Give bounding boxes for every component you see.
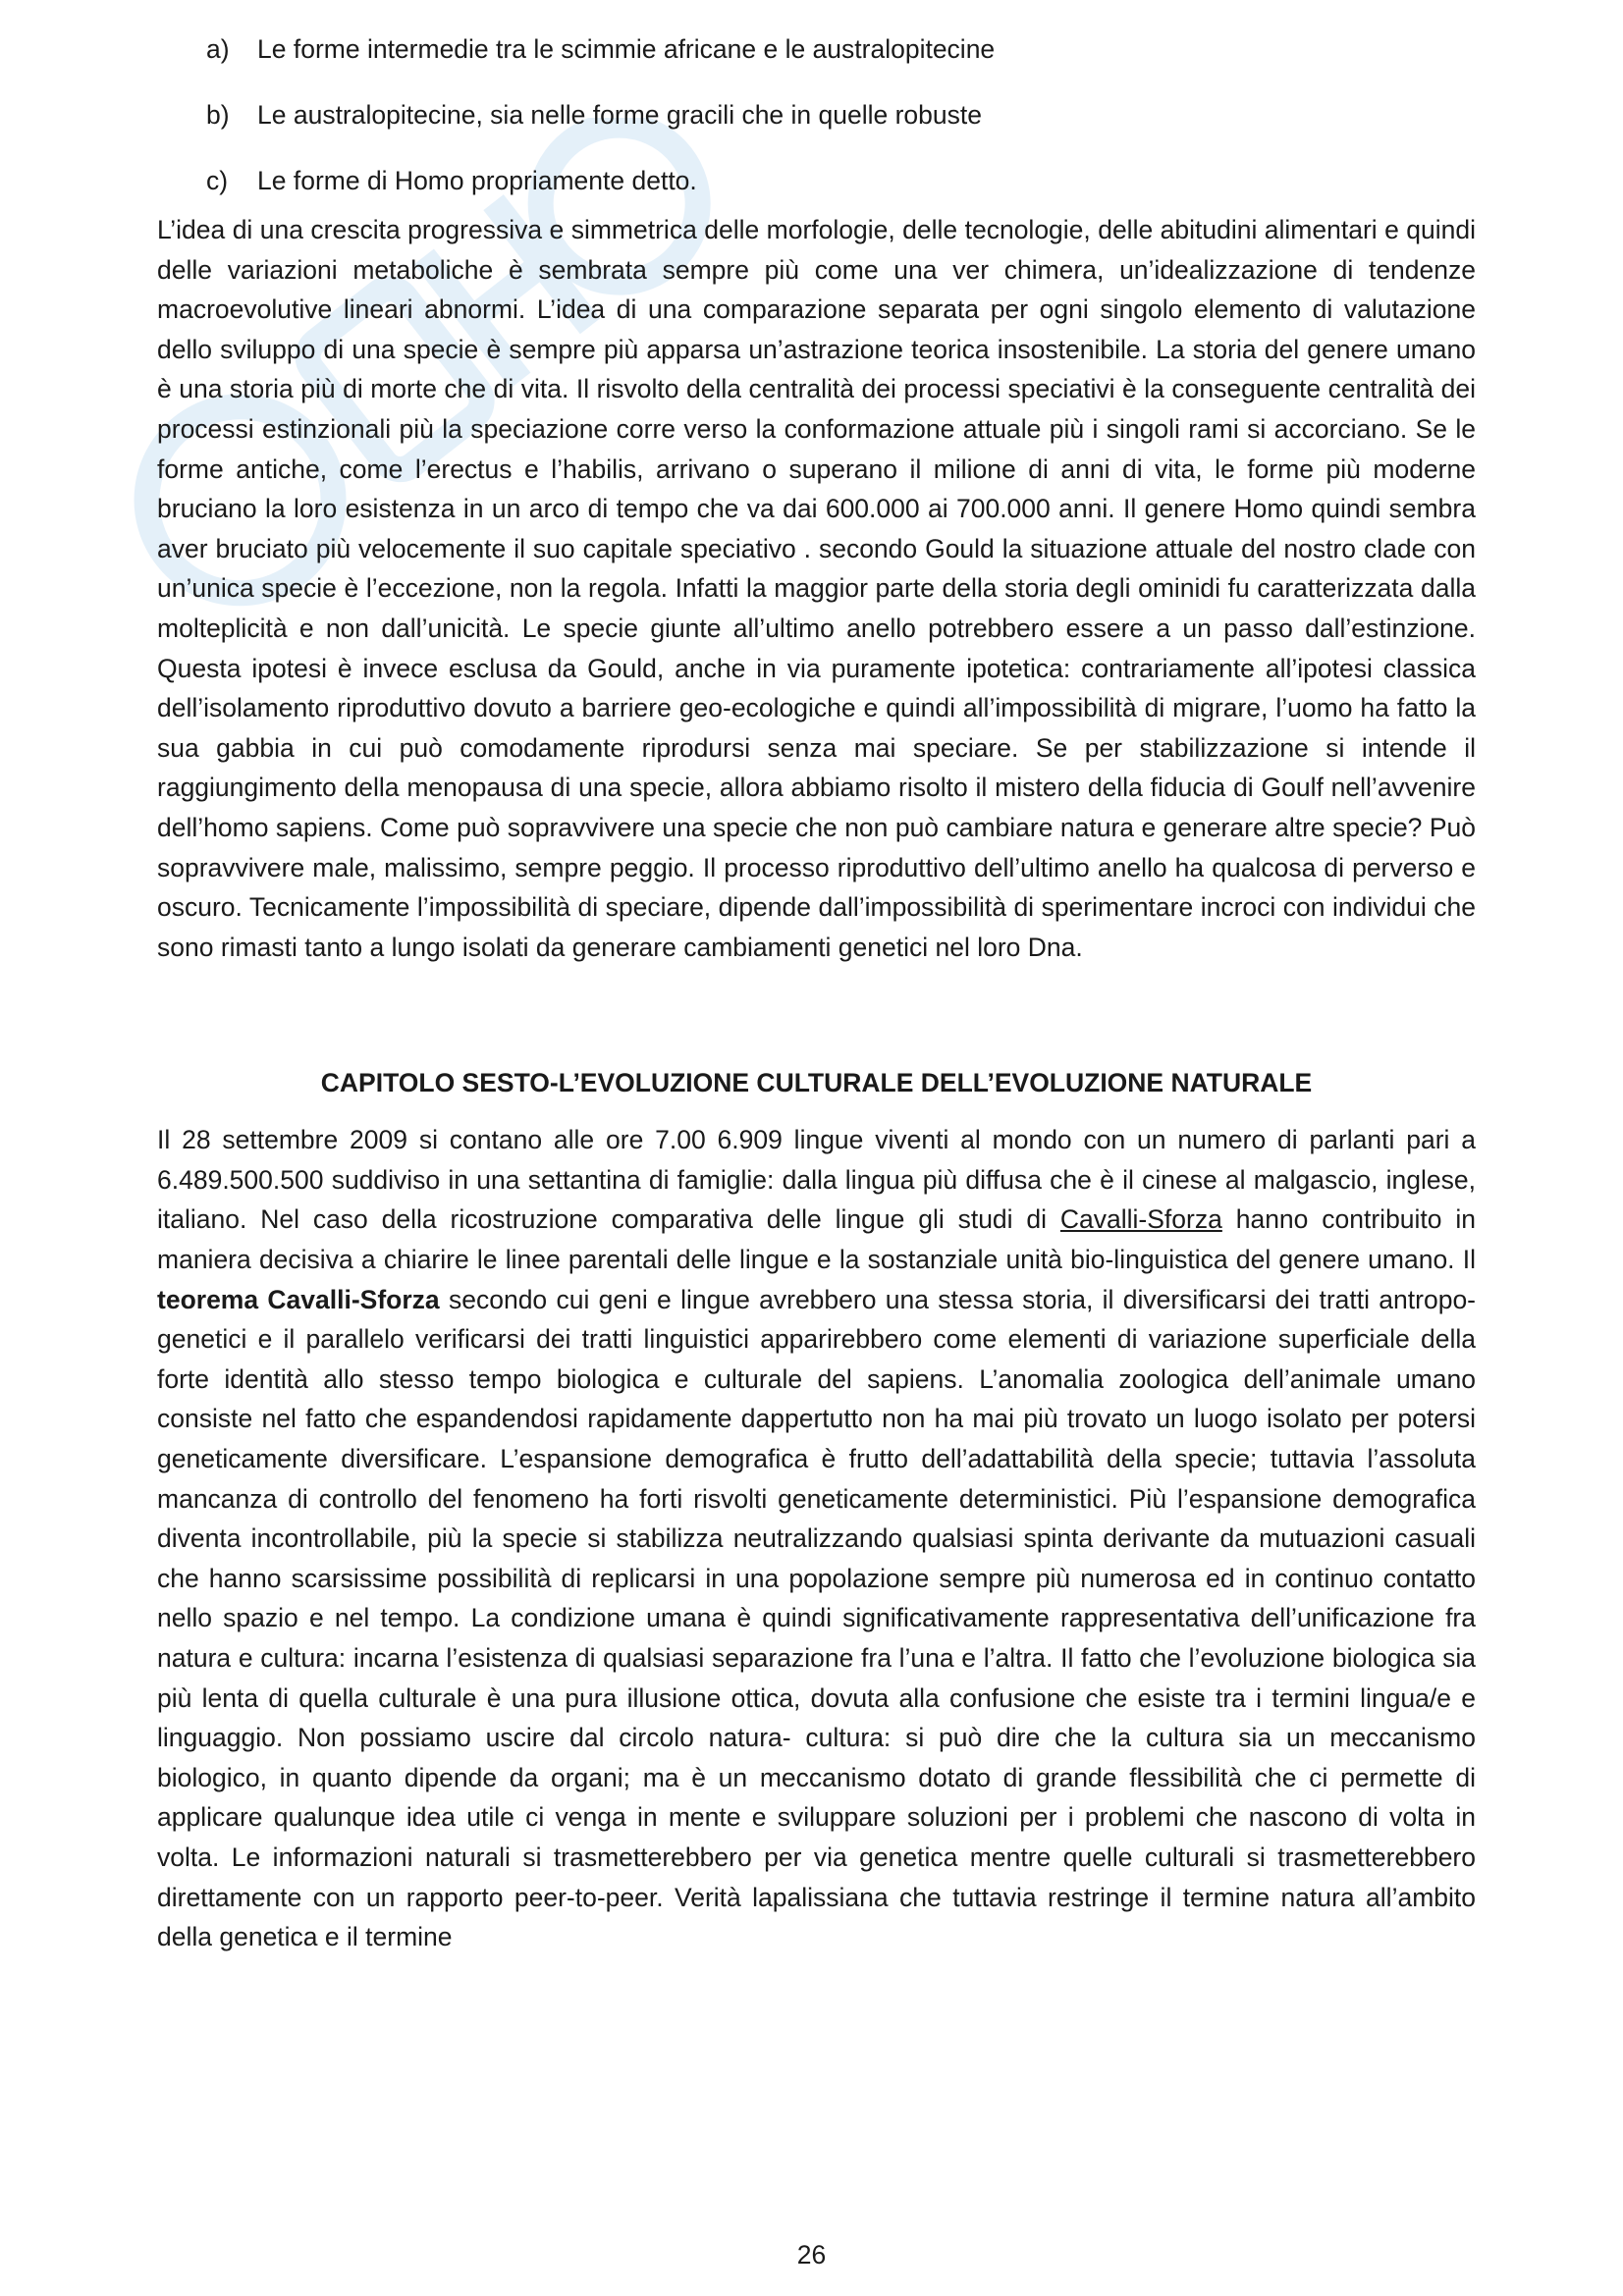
list-item-text: Le forme intermedie tra le scimmie africane e le australopitecine bbox=[257, 34, 996, 64]
cavalli-sforza-link[interactable]: Cavalli-Sforza bbox=[1059, 1204, 1222, 1235]
body-paragraph: L’idea di una crescita progressiva e simmetrica delle morfologie, delle tecnologie, delle abitudini alimentari e quindi delle variazioni metaboliche è sembrata sempre più come una ver chimera, un’idealizzazione di tendenze macroevolutive lineari abnormi. L’idea di una comparazione separata per ogni singolo elemento di valutazione dello sviluppo di una specie è sempre più apparsa un’astrazione teorica insostenibile. La storia del genere umano è una storia più di morte che di vita. Il risvolto della centralità dei processi speciativi è la conseguente centralità dei processi estinzionali più la speciazione corre verso la conformazione attuale più i singoli rami si accorciano. Se le forme antiche, come l’erectus e l’habilis, arrivano o superano il milione di anni di vita, le forme più moderne bruciano la loro esistenza in un arco di tempo che va dai 600.000 ai 700.000 anni. Il genere Homo quindi sembra aver bruciato più velocemente il suo capitale speciativo . secondo Gould la situazione attuale del nostro clade con un’unica specie è l’eccezione, non la regola. Infatti la maggior parte della storia degli ominidi fu caratterizzata dalla molteplicità e non dall’unicità. Le specie giunte all’ultimo anello potrebbero essere a un passo dall’estinzione. Questa ipotesi è invece esclusa da Gould, anche in via puramente ipotetica: contrariamente all’ipotesi classica dell’isolamento riproduttivo dovuto a barriere geo-ecologiche e quindi all’impossibilità di migrare, l’uomo ha fatto la sua gabbia in cui può comodamente riprodursi senza mai speciare. Se per stabilizzazione si intende il raggiungimento della menopausa di una specie, allora abbiamo risolto il mistero della fiducia di Goulf nell’avvenire dell’homo sapiens. Come può sopravvivere una specie che non può cambiare natura e generare altre specie? Può sopravvivere male, malissimo, sempre peggio. Il processo riproduttivo dell’ultimo anello ha qualcosa di perverso e oscuro. Tecnicamente l’impossibilità di speciare, dipende dall’impossibilità di sperimentare incroci con individui che sono rimasti tanto a lungo isolati da generare cambiamenti genetici nel loro Dna. bbox=[157, 215, 1476, 962]
list-marker: a) bbox=[206, 34, 230, 64]
list-marker: b) bbox=[206, 100, 230, 130]
chapter-title: CAPITOLO SESTO-L’EVOLUZIONE CULTURALE DELL’EVOLUZIONE NATURALE bbox=[320, 1068, 1313, 1098]
list-item bbox=[206, 95, 1476, 134]
paragraph-text: secondo cui geni e lingue avrebbero una stessa storia, il diversificarsi dei tratti antropo-genetici e il parallelo verificarsi dei tratti linguistici apparirebbero come elementi di variazione superficiale della forte identità allo stesso tempo biologica e culturale del sapiens. L’anomalia zoologica dell’animale umano consiste nel fatto che espandendosi rapidamente dappertutto non ha mai più trovato un luogo isolato per potersi geneticamente diversificare. L’espansione demografica è frutto dell’adattabilità della specie; tuttavia l’assoluta mancanza di controllo del fenomeno ha forti risvolti geneticamente deterministici. Più l’espansione demografica diventa incontrollabile, più la specie si stabilizza neutralizzando qualsiasi spinta derivante da mutuazioni casuali che hanno scarsissime possibilità di replicarsi in una popolazione sempre più numerosa ed in continuo contatto nello spazio e nel tempo. La condizione umana è quindi significativamente rappresentativa dell’unificazione fra natura e cultura: incarna l’esistenza di qualsiasi separazione fra l’una e l’altra. Il fatto che l’evoluzione biologica sia più lenta di quella culturale è una pura illusione ottica, dovuta alla confusione che esiste tra i termini lingua/e e linguaggio. Non possiamo uscire dal circolo natura- cultura: si può dire che la cultura sia un meccanismo biologico, in quanto dipende da organi; ma è un meccanismo dotato di grande flessibilità che ci permette di applicare qualunque idea utile ci venga in mente e sviluppare soluzioni per i problemi che nascono di volta in volta. Le informazioni naturali si trasmetterebbero per via genetica mentre quelle culturali si trasmetterebbero direttamente con un rapporto peer-to-peer. Verità lapalissiana che tuttavia restringe il termine natura all’ambito della genetica e il termine bbox=[157, 1284, 1477, 1952]
paragraph-text: Il 28 settembre 2009 si contano alle ore 7.00 6.909 lingue viventi al mondo con un numero di parlanti pari a 6.489.500.500 suddiviso in una settantina di famiglie: dalla lingua più diffusa che è il cinese al malgascio, inglese, italiano. Nel caso della ricostruzione comparativa delle lingue gli studi di bbox=[157, 1125, 1476, 1235]
list-marker: c) bbox=[206, 166, 229, 195]
body-paragraph bbox=[157, 1120, 1476, 1956]
list-item bbox=[206, 29, 1476, 69]
paragraph-text: hanno contribuito in maniera decisiva a chiarire le linee parentali delle lingue e la sostanziale unità bio-linguistica del genere umano. Il bbox=[157, 1204, 1477, 1275]
bold-term: teorema Cavalli-Sforza bbox=[157, 1284, 440, 1314]
list-item-text: Le australopitecine, sia nelle forme gracili che in quelle robuste bbox=[257, 100, 983, 130]
page-number: 26 bbox=[796, 2240, 827, 2269]
classification-list bbox=[206, 29, 1476, 200]
list-item bbox=[206, 161, 1476, 200]
list-item-text: Le forme di Homo propriamente detto. bbox=[257, 166, 697, 195]
page-content bbox=[157, 29, 1476, 1957]
